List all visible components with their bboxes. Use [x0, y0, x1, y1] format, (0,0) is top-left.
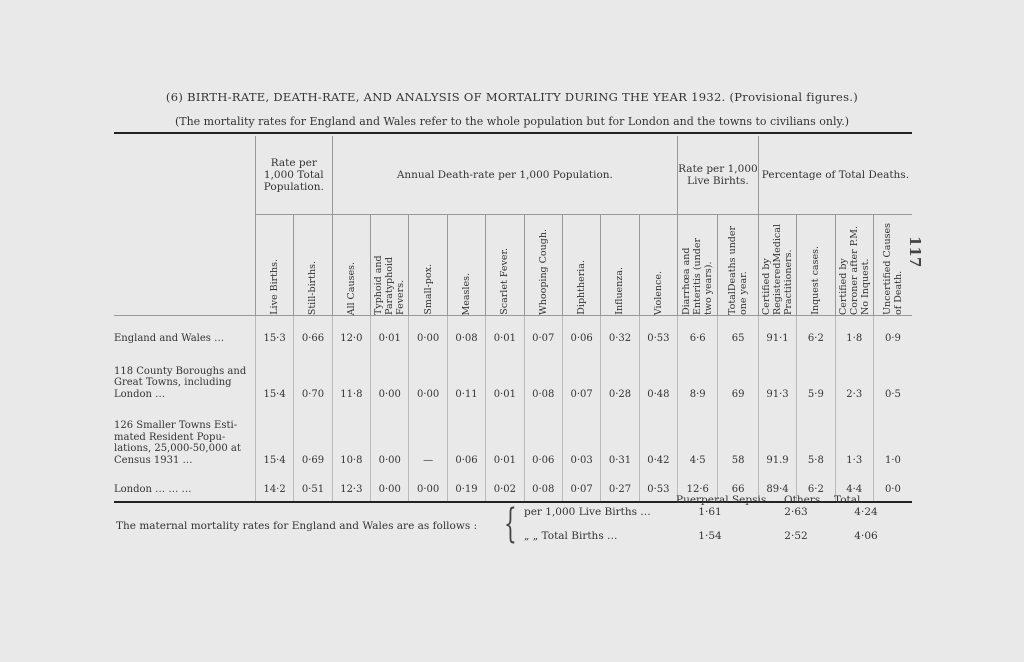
table-cell: 0·00: [409, 316, 447, 350]
column-header: [409, 215, 447, 316]
table-cell: 0·69: [294, 406, 332, 472]
column-header-label: Inquest cases.: [810, 246, 822, 315]
maternal-value: 1·54: [698, 530, 722, 542]
table-cell: 4·4: [835, 472, 873, 502]
table-cell: 0·42: [639, 406, 677, 472]
table-row: [114, 350, 912, 406]
table-cell: 6·6: [678, 316, 718, 350]
column-header-label: Diphtheria.: [576, 260, 588, 315]
table-cell: 12·3: [332, 472, 370, 502]
table-cell: 0·01: [486, 406, 524, 472]
column-header: [835, 215, 873, 316]
table-cell: 0·32: [601, 316, 639, 350]
column-header: [873, 215, 912, 316]
table-cell: 0·03: [562, 406, 600, 472]
column-header: [639, 215, 677, 316]
maternal-lead-text: The maternal mortality rates for England and Wales are as follows :: [116, 520, 478, 532]
group-percentage: Percentage of Total Deaths.: [758, 136, 912, 215]
column-header: [447, 215, 485, 316]
page-number: 117: [906, 236, 924, 268]
table-cell: 11·8: [332, 350, 370, 406]
table-cell: 0·07: [562, 472, 600, 502]
maternal-header-sepsis: Puerperal Sepsis.: [676, 494, 770, 506]
table-cell: 0·02: [486, 472, 524, 502]
table-row: [114, 316, 912, 350]
column-header: [294, 215, 332, 316]
column-header-label: Scarlet Fever.: [499, 248, 511, 315]
table-cell: 0·01: [486, 350, 524, 406]
column-header-label: TotalDeaths under one year.: [727, 225, 750, 315]
table-cell: 69: [718, 350, 758, 406]
maternal-value: 2·63: [784, 506, 808, 518]
maternal-value: 4·24: [854, 506, 878, 518]
table-cell: 5·8: [797, 406, 835, 472]
column-header-label: Certified by RegisteredMedical Practitioners.: [761, 224, 794, 315]
table-cell: 0·19: [447, 472, 485, 502]
column-header: [486, 215, 524, 316]
row-label-header: [114, 136, 255, 215]
table-cell: 0·08: [524, 472, 562, 502]
table-cell: 0·00: [371, 472, 409, 502]
table-row: [114, 406, 912, 472]
maternal-header-others: Others.: [784, 494, 824, 506]
page-subtitle: (The mortality rates for England and Wales refer to the whole population but for London and the towns to civilians only.): [174, 115, 850, 128]
table-cell: 6·2: [797, 316, 835, 350]
column-header-label: Violence.: [652, 270, 664, 315]
table-cell: 0·70: [294, 350, 332, 406]
table-cell: 0·5: [873, 350, 912, 406]
table-cell: 4·5: [678, 406, 718, 472]
column-header-label: Whooping Cough.: [537, 229, 549, 315]
table-cell: 15·4: [255, 350, 293, 406]
table-cell: 6·2: [797, 472, 835, 502]
table-cell: 1·8: [835, 316, 873, 350]
table-cell: 91·3: [758, 350, 796, 406]
table-cell: 0·00: [371, 406, 409, 472]
column-header-label: Diarrhœa and Enteritis (under two years).: [681, 237, 715, 315]
maternal-row-live-births-label: per 1,000 Live Births …: [524, 506, 651, 518]
table-cell: 5·9: [797, 350, 835, 406]
column-header-label: Live Births.: [269, 259, 281, 315]
table-cell: 66: [718, 472, 758, 502]
column-header-label: All Causes.: [345, 261, 357, 315]
table-cell: 0·51: [294, 472, 332, 502]
table-cell: 0·08: [524, 350, 562, 406]
column-header: [371, 215, 409, 316]
table-cell: 0·08: [447, 316, 485, 350]
column-header-label: Small-pox.: [422, 264, 434, 315]
column-header-label: Certified by Coroner after P.M. No Inquest.: [837, 226, 871, 315]
column-header-label: Influenza.: [614, 267, 626, 315]
table-cell: 0·27: [601, 472, 639, 502]
column-header-label: Still-births.: [307, 260, 319, 315]
table-cell: 0·11: [447, 350, 485, 406]
table-cell: 1·3: [835, 406, 873, 472]
maternal-value: 2·52: [784, 530, 808, 542]
table-cell: 0·28: [601, 350, 639, 406]
maternal-row-total-births-label: „ „ Total Births …: [524, 530, 618, 542]
column-header: [758, 215, 796, 316]
table-cell: 0·53: [639, 316, 677, 350]
row-label: 126 Smaller Towns Esti- mated Resident Popu- lations, 25,000-50,000 at Census 1931 …: [114, 420, 241, 466]
table-cell: 0·06: [524, 406, 562, 472]
column-header: [255, 215, 293, 316]
column-header-label: Measles.: [460, 272, 472, 315]
table-cell: 0·31: [601, 406, 639, 472]
group-rate-per-1000-births: Rate per 1,000 Live Birhts.: [678, 136, 759, 215]
table-cell: 58: [718, 406, 758, 472]
column-header: [678, 215, 718, 316]
table-cell: 0·00: [409, 350, 447, 406]
maternal-header-total: Total.: [834, 494, 864, 506]
row-label: England and Wales …: [114, 332, 225, 344]
table-cell: 0·00: [371, 350, 409, 406]
table-cell: 0·00: [409, 472, 447, 502]
mortality-table: [114, 132, 912, 503]
table-cell: 15·4: [255, 406, 293, 472]
table-cell: 0·48: [639, 350, 677, 406]
column-header-label: Uncertified Causes of Death.: [881, 223, 904, 315]
table-cell: 0·06: [447, 406, 485, 472]
column-header: [332, 215, 370, 316]
table-cell: 0·53: [639, 472, 677, 502]
page-title: (6) BIRTH-RATE, DEATH-RATE, AND ANALYSIS OF MORTALITY DURING THE YEAR 1932. (Provisional figures.): [165, 90, 859, 104]
table-cell: 65: [718, 316, 758, 350]
column-header: [718, 215, 758, 316]
table-cell: 14·2: [255, 472, 293, 502]
table-cell: 0·01: [486, 316, 524, 350]
column-header-label: Typhoid and Paratyphoid Fevers.: [373, 255, 407, 315]
table-cell: 8·9: [678, 350, 718, 406]
table-cell: 91·1: [758, 316, 796, 350]
table-cell: 0·0: [873, 472, 912, 502]
table-cell: 12·6: [678, 472, 718, 502]
table-cell: 0·9: [873, 316, 912, 350]
brace-icon: {: [504, 501, 517, 547]
group-rate-per-1000: Rate per 1,000 Total Population.: [255, 136, 332, 215]
table-cell: 15·3: [255, 316, 293, 350]
table-cell: —: [409, 406, 447, 472]
column-header: [524, 215, 562, 316]
table-cell: 0·66: [294, 316, 332, 350]
column-header: [562, 215, 600, 316]
table-cell: 12·0: [332, 316, 370, 350]
table-cell: 0·01: [371, 316, 409, 350]
table-cell: 91.9: [758, 406, 796, 472]
table-cell: 1·0: [873, 406, 912, 472]
table-cell: 0·07: [562, 350, 600, 406]
group-annual-death-rate: Annual Death-rate per 1,000 Population.: [332, 136, 677, 215]
maternal-value: 1·61: [698, 506, 722, 518]
column-header: [601, 215, 639, 316]
table-cell: 2·3: [835, 350, 873, 406]
table-cell: 10·8: [332, 406, 370, 472]
table-cell: 0·07: [524, 316, 562, 350]
table-cell: 89·4: [758, 472, 796, 502]
table-cell: 0·06: [562, 316, 600, 350]
row-label: London … … …: [114, 483, 192, 495]
row-label: 118 County Boroughs and Great Towns, including London …: [114, 365, 247, 400]
column-header: [797, 215, 835, 316]
maternal-value: 4·06: [854, 530, 878, 542]
